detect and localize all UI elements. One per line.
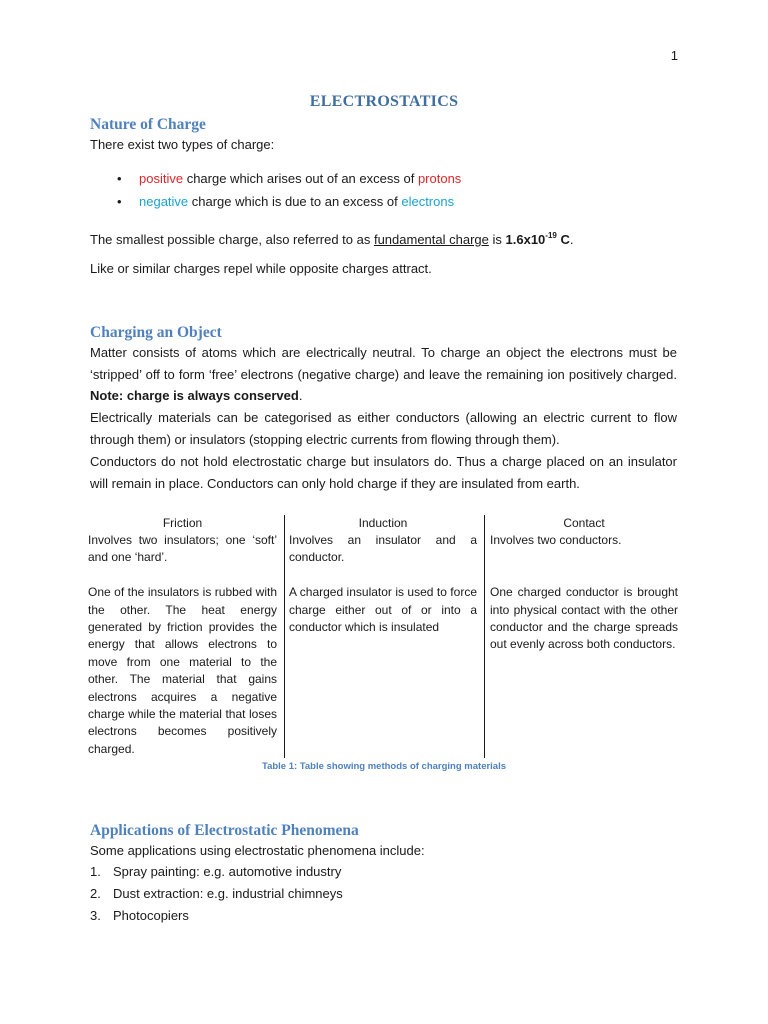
protons-term: protons <box>417 171 462 186</box>
conductors-paragraph: Conductors do not hold electrostatic charge but insulators do. Thus a charge placed on an insulator will remain in place. Conductors can only hold charge if they are insulated from earth. <box>90 454 677 491</box>
column-header: Friction <box>162 516 203 530</box>
table-cell: A charged insulator is used to force charge either out of or into a conductor which is insulated <box>289 585 477 635</box>
page-number: 1 <box>670 48 678 63</box>
table-column-friction <box>88 515 277 759</box>
materials-paragraph: Electrically materials can be categorised as either conductors (allowing an electric current to flow through them) or insulators (stopping electric currents from flowing through them). <box>90 410 677 447</box>
conservation-note: Note: charge is always conserved <box>90 388 299 403</box>
list-number: 2. <box>90 886 101 901</box>
fundamental-charge-paragraph <box>90 225 677 251</box>
list-item <box>90 191 461 214</box>
heading-nature-of-charge: Nature of Charge <box>90 116 206 133</box>
table-cell: Involves an insulator and a conductor. <box>289 533 477 565</box>
bullet-text: charge which arises out of an excess of <box>183 171 418 186</box>
charging-methods-table <box>88 515 688 759</box>
text-run: The smallest possible charge, also referred to as <box>90 232 374 247</box>
fundamental-charge-term: fundamental charge <box>373 232 489 247</box>
table-caption: Table 1: Table showing methods of charging materials <box>261 761 507 772</box>
like-charges-paragraph: Like or similar charges repel while opposite charges attract. <box>90 261 432 276</box>
table-cell: Involves two conductors. <box>490 533 622 547</box>
bullet-text: charge which is due to an excess of <box>188 193 402 209</box>
applications-intro: Some applications using electrostatic phenomena include: <box>90 843 425 858</box>
column-header: Contact <box>563 516 605 530</box>
text-run: is <box>488 232 506 247</box>
negative-term: negative <box>139 193 189 209</box>
column-header: Induction <box>358 516 408 530</box>
table-column-contact <box>490 515 678 759</box>
list-item <box>90 168 461 191</box>
bullet-icon: • <box>117 171 122 186</box>
list-number: 1. <box>90 864 101 879</box>
column-divider <box>484 515 485 758</box>
heading-charging-an-object: Charging an Object <box>90 324 222 341</box>
charge-value: 1.6x10 <box>505 232 546 247</box>
bullet-icon: • <box>117 193 122 209</box>
document-title: ELECTROSTATICS <box>309 93 459 110</box>
positive-term: positive <box>139 171 184 186</box>
list-number: 3. <box>90 908 101 923</box>
charge-types-list <box>90 168 461 213</box>
electrons-term: electrons <box>401 193 455 209</box>
list-item <box>90 905 343 927</box>
text-run: . <box>569 232 574 247</box>
charge-exponent: -19 <box>545 231 557 240</box>
applications-list <box>90 861 343 927</box>
list-text: Photocopiers <box>113 908 189 923</box>
charge-types-intro: There exist two types of charge: <box>90 137 275 152</box>
list-text: Spray painting: e.g. automotive industry <box>113 864 342 879</box>
table-cell: One of the insulators is rubbed with the other. The heat energy generated by friction provides the energy that allows electrons to move from one material to the other. The material that gains electrons acquires a negative charge while the material that loses electrons becomes positively charged. <box>88 585 277 756</box>
matter-paragraph <box>90 342 677 407</box>
heading-applications: Applications of Electrostatic Phenomena <box>90 822 359 839</box>
charge-unit: C <box>556 232 570 247</box>
column-divider <box>284 515 285 758</box>
list-text: Dust extraction: e.g. industrial chimneys <box>113 886 343 901</box>
table-cell: One charged conductor is brought into physical contact with the other conductor and the charge spreads out evenly across both conductors. <box>490 585 678 652</box>
table-cell: Involves two insulators; one ‘soft’ and one ‘hard’. <box>88 533 277 565</box>
list-item <box>90 883 343 905</box>
list-item <box>90 861 343 883</box>
text-run: . <box>298 388 303 403</box>
table-column-induction <box>289 515 477 759</box>
text-run: Matter consists of atoms which are electrically neutral. To charge an object the electrons must be ‘stripped’ off to form ‘free’ electrons (negative charge) and leave the remaining ion positively charged. <box>90 345 677 382</box>
